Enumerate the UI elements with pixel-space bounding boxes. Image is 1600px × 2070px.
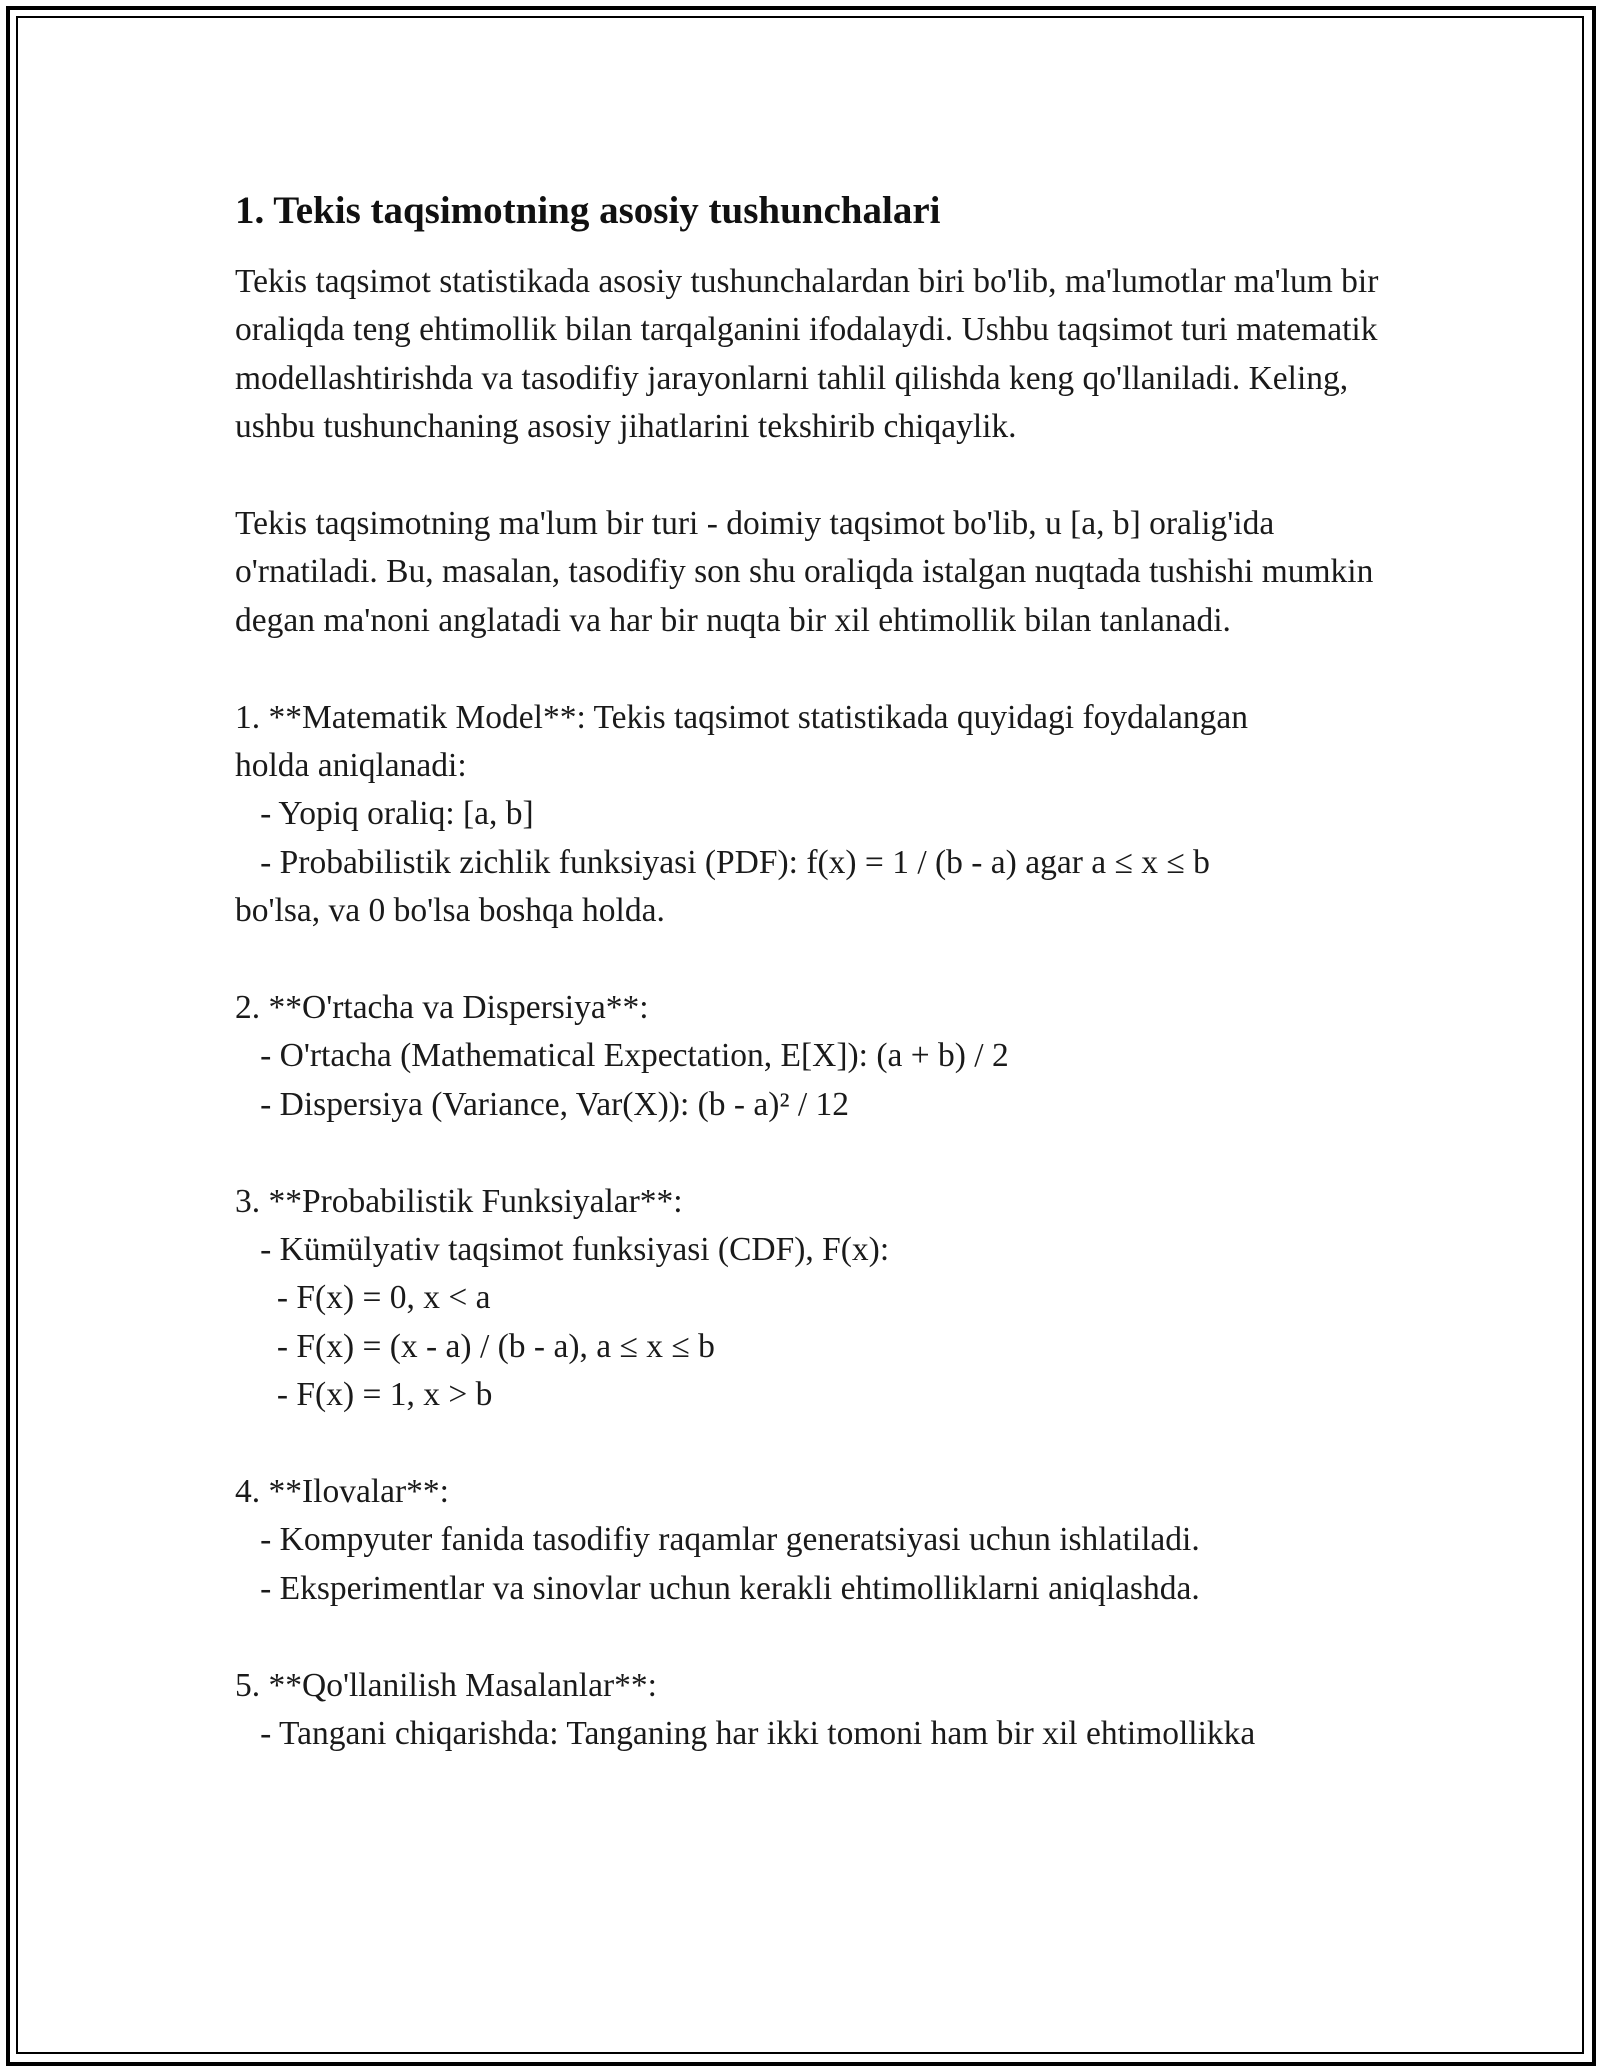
section-line: - F(x) = 1, x > b xyxy=(235,1376,493,1414)
section-line: - Tangani chiqarishda: Tanganing har ikki tomoni ham bir xil ehtimollikka xyxy=(235,1715,1256,1753)
section-line: - Probabilistik zichlik funksiyasi (PDF): f(x) = 1 / (b - a) agar a ≤ x ≤ b xyxy=(235,843,1210,881)
section-line: 2. **O'rtacha va Dispersiya**: xyxy=(235,989,649,1027)
section-line: - O'rtacha (Mathematical Expectation, E[X]): (a + b) / 2 xyxy=(235,1037,1009,1075)
section-probabilistik-funksiyalar xyxy=(235,1178,1385,1420)
section-line: - F(x) = (x - a) / (b - a), a ≤ x ≤ b xyxy=(235,1327,715,1365)
section-line: - F(x) = 0, x < a xyxy=(235,1279,491,1317)
intro-paragraph-1: Tekis taqsimot statistikada asosiy tushunchalardan biri bo'lib, ma'lumotlar ma'lum bir oraliqda teng ehtimollik bilan tarqalganini ifodalaydi. Ushbu taqsimot turi matematik modellashtirishda va tasodifiy jarayonlarni tahlil qilishda keng qo'llaniladi. Keling, ushbu tushunchaning asosiy jihatlarini tekshirib chiqaylik. xyxy=(235,263,1387,446)
section-line: 1. **Matematik Model**: Tekis taqsimot statistikada quyidagi foydalangan xyxy=(235,698,1249,736)
document-title: 1. Tekis taqsimotning asosiy tushunchalari xyxy=(235,189,941,232)
section-ilovalar xyxy=(235,1468,1385,1613)
section-line: - Kümülyativ taqsimot funksiyasi (CDF), F(x): xyxy=(235,1231,890,1269)
section-qollanilish-masalalar xyxy=(235,1662,1385,1759)
section-line: - Eksperimentlar va sinovlar uchun kerakli ehtimolliklarni aniqlashda. xyxy=(235,1569,1200,1607)
section-line: - Dispersiya (Variance, Var(X)): (b - a)² / 12 xyxy=(235,1085,850,1123)
section-ortacha-dispersiya xyxy=(235,984,1385,1129)
section-line: holda aniqlanadi: xyxy=(235,747,467,785)
section-line: bo'lsa, va 0 bo'lsa boshqa holda. xyxy=(235,892,665,930)
section-line: - Yopiq oraliq: [a, b] xyxy=(235,795,534,833)
section-matematik-model xyxy=(235,694,1385,936)
section-line: 5. **Qo'llanilish Masalanlar**: xyxy=(235,1666,657,1704)
section-line: 3. **Probabilistik Funksiyalar**: xyxy=(235,1182,683,1220)
intro-paragraph-2: Tekis taqsimotning ma'lum bir turi - doimiy taqsimot bo'lib, u [a, b] oralig'ida o'rnatiladi. Bu, masalan, tasodifiy son shu oraliqda istalgan nuqtada tushishi mumkin degan ma'noni anglatadi va har bir nuqta bir xil ehtimollik bilan tanlanadi. xyxy=(235,505,1382,639)
section-line: - Kompyuter fanida tasodifiy raqamlar generatsiyasi uchun ishlatiladi. xyxy=(235,1521,1200,1559)
section-line: 4. **Ilovalar**: xyxy=(235,1473,449,1511)
document-body xyxy=(235,186,1385,1807)
